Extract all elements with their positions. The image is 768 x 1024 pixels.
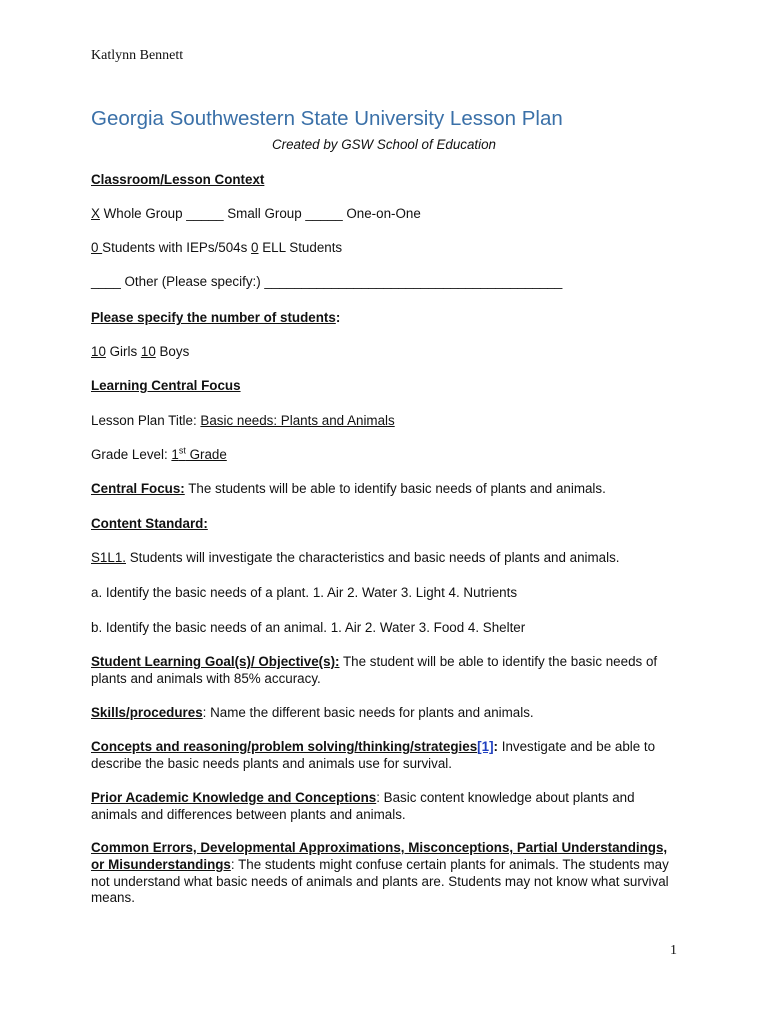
- concepts-paragraph: [91, 739, 681, 773]
- learning-goal-text: The student will be able to identify the basic needs of plants and animals with 85% accuracy.: [91, 654, 658, 686]
- page-number: 1: [670, 943, 677, 958]
- author-name: Katlynn Bennett: [91, 48, 184, 63]
- group-line: [91, 206, 421, 221]
- central-focus-text: The students will be able to identify basic needs of plants and animals.: [184, 481, 606, 496]
- central-focus-line: [91, 481, 606, 496]
- girls-label: Girls: [105, 344, 141, 359]
- other-line: ____ Other (Please specify:) ________________________________________: [91, 274, 563, 289]
- iep-label: Students with IEPs/504s: [102, 240, 252, 255]
- girls-count: 10: [91, 344, 106, 359]
- one-on-one-label: One-on-One: [342, 206, 421, 221]
- lesson-title-line: [91, 413, 395, 428]
- whole-group-mark: X: [91, 206, 100, 221]
- standard-code-text: Students will investigate the characteristics and basic needs of plants and animals.: [126, 550, 620, 565]
- focus-heading: Learning Central Focus: [91, 378, 241, 393]
- common-errors-paragraph: [91, 840, 681, 907]
- common-errors-text: : The students might confuse certain plants for animals. The students may not understand what basic needs of animals and plants are. Students may not know what survival means.: [91, 856, 669, 906]
- learning-goal-label: Student Learning Goal(s)/ Objective(s):: [91, 654, 340, 669]
- document-title: Georgia Southwestern State University Lesson Plan: [91, 107, 563, 130]
- lesson-title-label: Lesson Plan Title:: [91, 413, 201, 428]
- ell-label: ELL Students: [258, 240, 343, 255]
- lesson-title-value: Basic needs: Plants and Animals: [200, 413, 395, 428]
- concepts-label: Concepts and reasoning/problem solving/thinking/strategies: [91, 739, 478, 754]
- concepts-colon: :: [493, 739, 499, 754]
- grade-level-label: Grade Level:: [91, 447, 172, 462]
- prior-knowledge-text: : Basic content knowledge about plants and animals and differences between plants and animals.: [91, 790, 635, 822]
- skills-text: : Name the different basic needs for plants and animals.: [202, 705, 534, 720]
- grade-level-value: [171, 447, 226, 462]
- small-group-label: Small Group: [223, 206, 306, 221]
- boys-label: Boys: [155, 344, 190, 359]
- prior-knowledge-paragraph: [91, 790, 681, 824]
- small-group-mark: _____: [186, 206, 224, 221]
- skills-label: Skills/procedures: [91, 705, 203, 720]
- standard-code: S1L1.: [91, 550, 126, 565]
- skills-line: [91, 705, 534, 720]
- iep-count: 0: [91, 240, 103, 255]
- grade-ordinal: st: [178, 445, 186, 456]
- number-heading-text: Please specify the number of students: [91, 310, 336, 325]
- standard-item-a: a. Identify the basic needs of a plant. 1. Air 2. Water 3. Light 4. Nutrients: [91, 585, 518, 600]
- standard-heading: Content Standard:: [91, 516, 208, 531]
- students-line: [91, 240, 342, 255]
- prior-knowledge-label: Prior Academic Knowledge and Conceptions: [91, 790, 377, 805]
- student-counts: [91, 344, 189, 359]
- central-focus-label: Central Focus:: [91, 481, 185, 496]
- one-on-one-mark: _____: [305, 206, 343, 221]
- grade-level-line: [91, 447, 227, 462]
- footnote-link[interactable]: [1]: [477, 739, 494, 754]
- common-errors-label: Common Errors, Developmental Approximations, Misconceptions, Partial Understandings, or Misunderstandings: [91, 840, 668, 872]
- ell-count: 0: [251, 240, 259, 255]
- standard-code-line: [91, 550, 620, 565]
- boys-count: 10: [140, 344, 156, 359]
- standard-item-b: b. Identify the basic needs of an animal. 1. Air 2. Water 3. Food 4. Shelter: [91, 620, 526, 635]
- number-heading-colon: :: [335, 310, 341, 325]
- grade-word: Grade: [185, 447, 227, 462]
- document-subtitle: Created by GSW School of Education: [271, 137, 497, 152]
- grade-number: 1: [171, 447, 179, 462]
- number-heading: [91, 310, 340, 325]
- concepts-text: Investigate and be able to describe the basic needs plants and animals use for survival.: [91, 739, 656, 771]
- context-heading: Classroom/Lesson Context: [91, 172, 265, 187]
- learning-goal: [91, 654, 681, 688]
- whole-group-label: Whole Group: [99, 206, 187, 221]
